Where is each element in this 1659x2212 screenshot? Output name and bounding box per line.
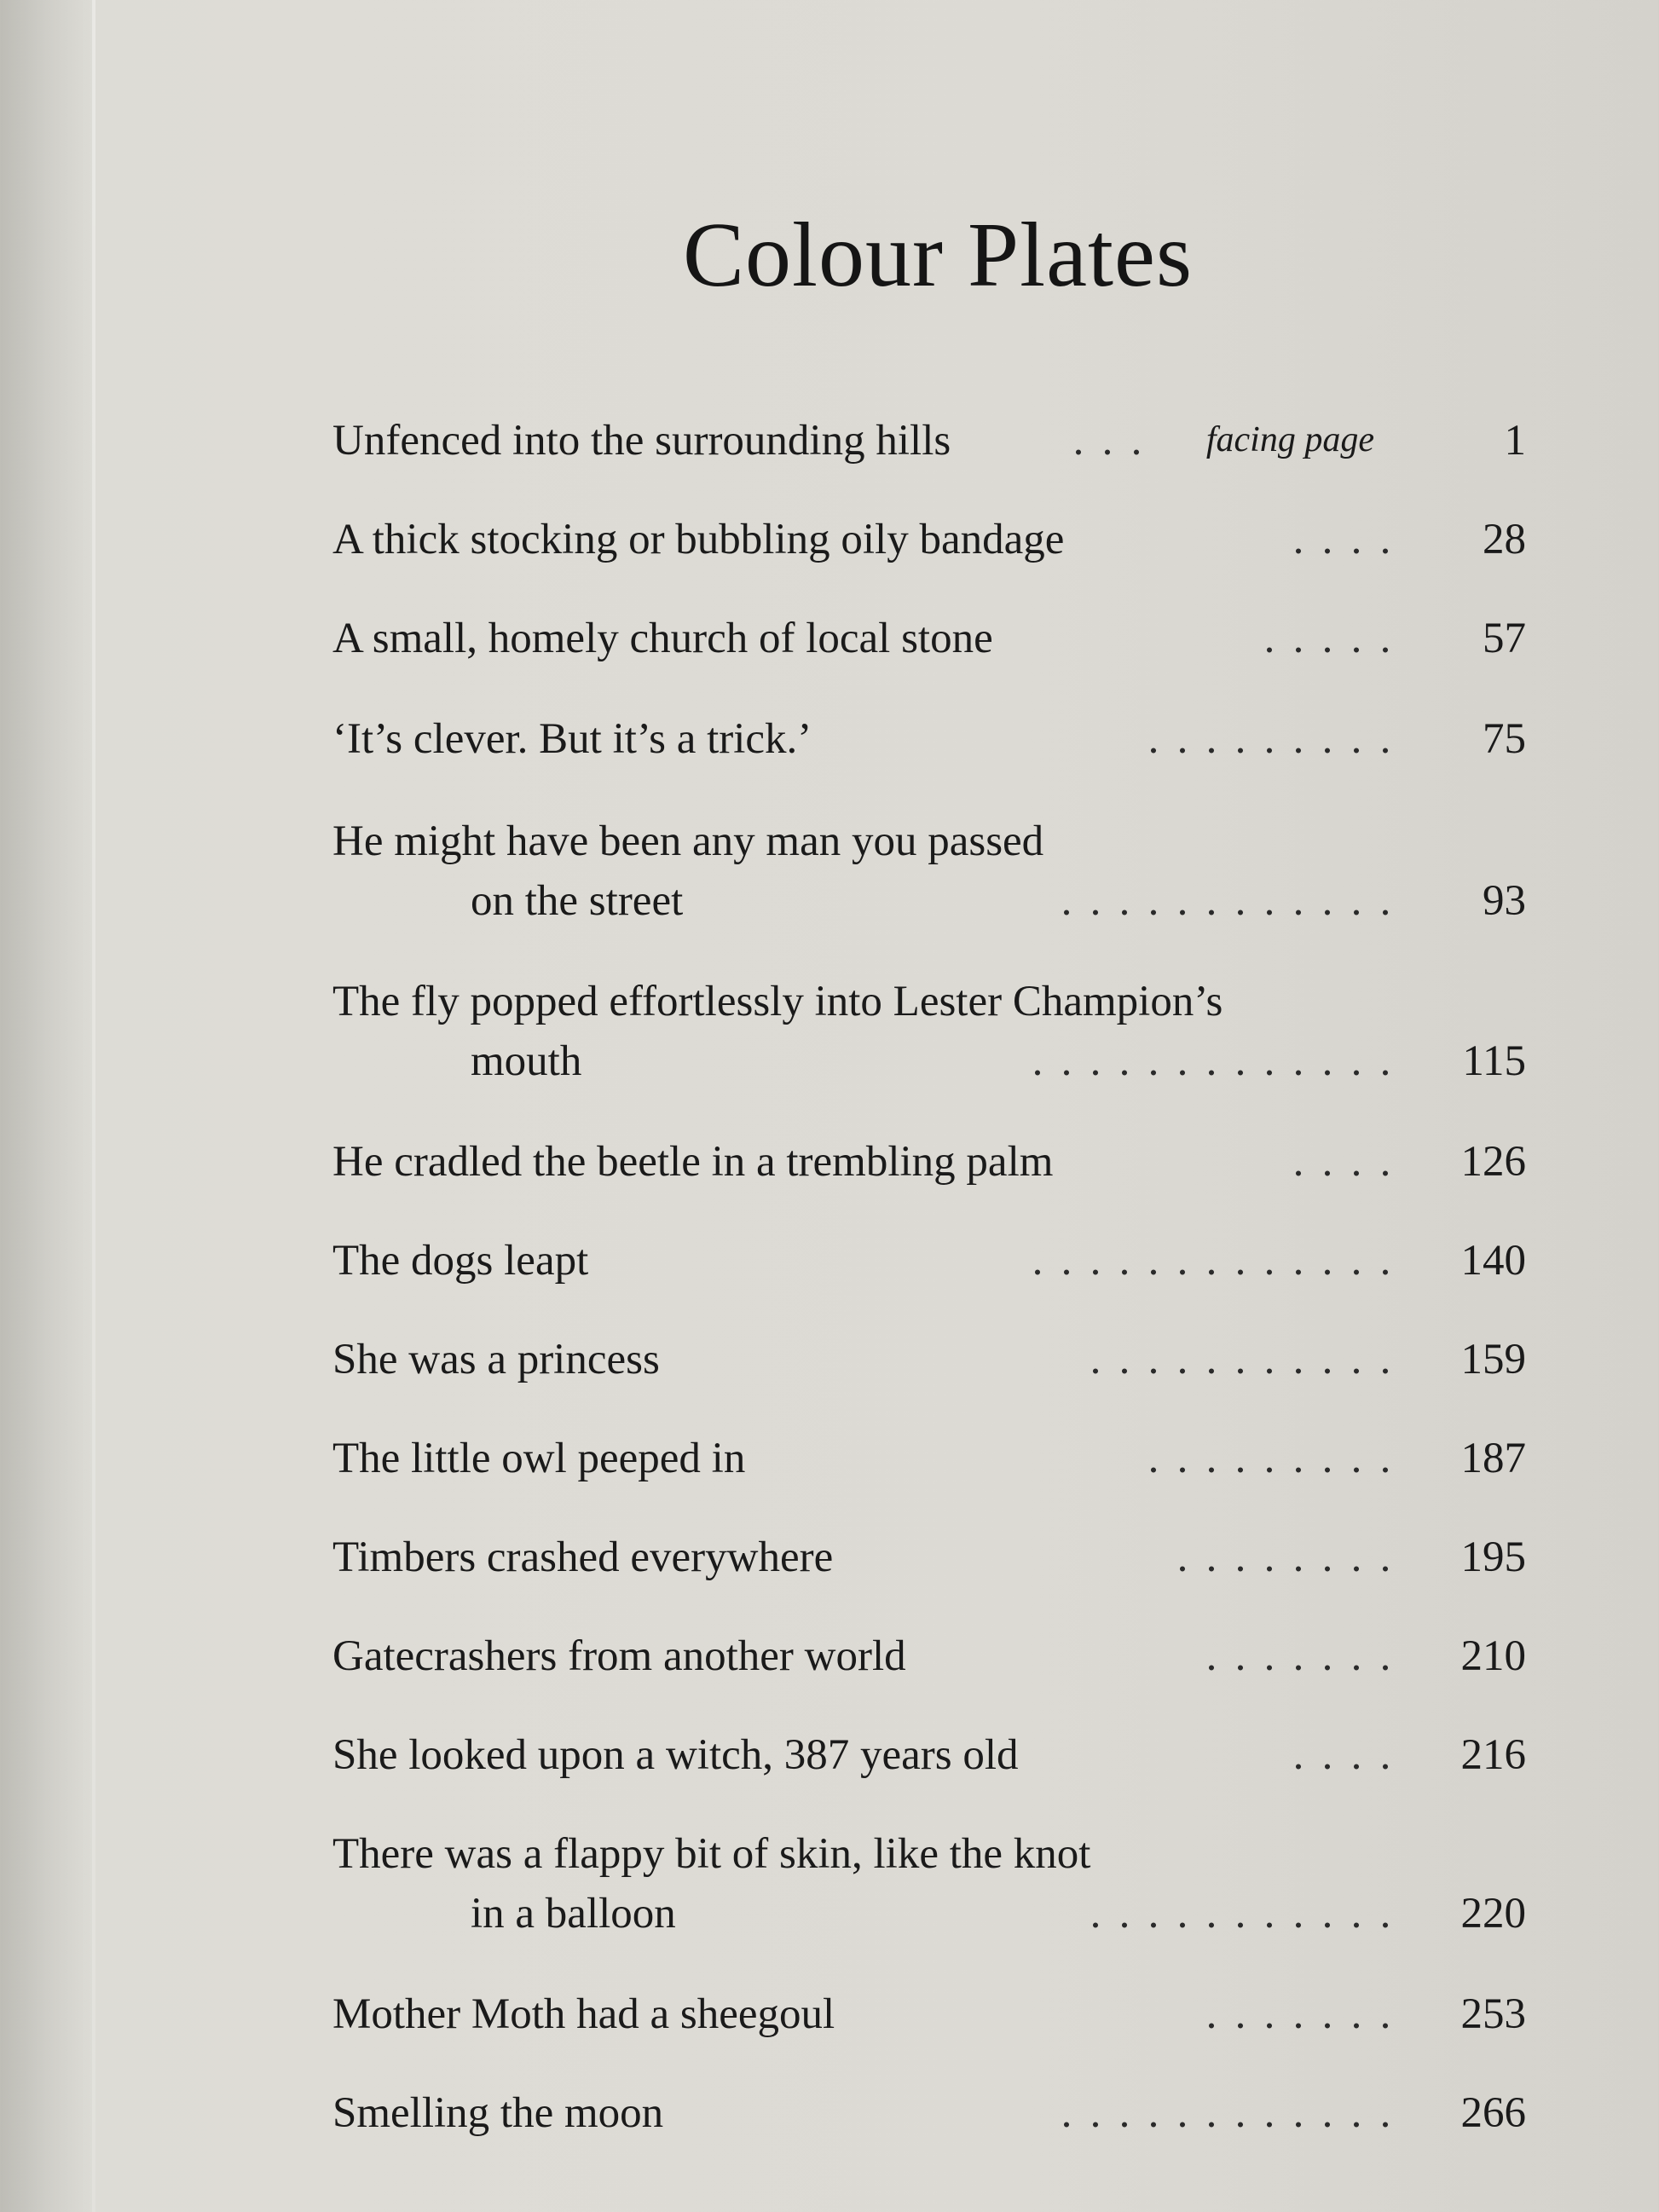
leader-dots: . . . . — [1292, 516, 1391, 563]
list-item — [332, 977, 1526, 1096]
list-item — [332, 1990, 1526, 2049]
list-item — [332, 817, 1526, 936]
leader-dots: . . . . . . . . . . . . . — [1032, 1037, 1391, 1085]
page-number: 216 — [1460, 1731, 1526, 1779]
leader-dots: . . . . — [1292, 1731, 1391, 1779]
leader-dots: . . . . . . . — [1205, 1632, 1391, 1680]
page-number: 187 — [1460, 1435, 1526, 1482]
list-item — [332, 1533, 1526, 1592]
plate-caption: Smelling the moon — [332, 2089, 664, 2137]
page-title: Colour Plates — [683, 205, 1193, 306]
facing-page-label: facing page — [1205, 420, 1374, 459]
list-item — [332, 714, 1526, 774]
plate-caption: There was a flappy bit of skin, like the knot — [332, 1830, 1091, 1878]
list-item — [332, 515, 1526, 575]
leader-dots: . . . . — [1292, 1138, 1391, 1186]
leader-dots: . . . . . . . . . . . — [1090, 1336, 1391, 1383]
plate-caption: He might have been any man you passed — [332, 817, 1044, 865]
list-item — [332, 614, 1526, 673]
plate-caption: The fly popped effortlessly into Lester Champion’s — [332, 978, 1223, 1025]
plate-caption-continued: mouth — [471, 1037, 582, 1085]
plate-caption: The dogs leapt — [332, 1237, 589, 1285]
plate-caption-continued: on the street — [471, 877, 684, 925]
page-number: 28 — [1483, 516, 1526, 563]
page-number: 126 — [1460, 1138, 1526, 1186]
plate-caption: Gatecrashers from another world — [332, 1632, 906, 1680]
page-number: 210 — [1460, 1632, 1526, 1680]
page-number: 1 — [1504, 417, 1526, 465]
plate-caption: She was a princess — [332, 1336, 660, 1383]
list-item — [332, 2088, 1526, 2148]
leader-dots: . . . . . . . . . . . — [1090, 1890, 1391, 1938]
page-number: 57 — [1483, 615, 1526, 662]
leader-dots: . . . . . . . . . — [1147, 715, 1391, 763]
leader-dots: . . . . . . . . . . . . — [1061, 2089, 1391, 2137]
page-number: 115 — [1462, 1037, 1526, 1085]
plate-caption-continued: in a balloon — [471, 1890, 676, 1938]
list-item — [332, 416, 1526, 476]
leader-dots: . . . . . . . . — [1176, 1533, 1391, 1581]
leader-dots: . . . . . . . — [1205, 1990, 1391, 2038]
page-number: 195 — [1460, 1533, 1526, 1581]
plate-caption: ‘It’s clever. But it’s a trick.’ — [332, 715, 812, 763]
plate-caption: Timbers crashed everywhere — [332, 1533, 834, 1581]
page-number: 140 — [1460, 1237, 1526, 1285]
page-number: 93 — [1483, 877, 1526, 925]
list-item — [332, 1434, 1526, 1493]
plate-caption: A thick stocking or bubbling oily bandage — [332, 516, 1065, 563]
leader-dots: . . . — [1072, 417, 1142, 465]
plate-caption: The little owl peeped in — [332, 1435, 746, 1482]
page-number: 75 — [1483, 715, 1526, 763]
list-item — [332, 1829, 1526, 1949]
leader-dots: . . . . . — [1263, 615, 1391, 662]
page-number: 220 — [1460, 1890, 1526, 1938]
leader-dots: . . . . . . . . . — [1147, 1435, 1391, 1482]
page-number: 253 — [1460, 1990, 1526, 2038]
list-item — [332, 1632, 1526, 1691]
plate-caption: A small, homely church of local stone — [332, 615, 993, 662]
leader-dots: . . . . . . . . . . . . — [1061, 877, 1391, 925]
list-item — [332, 1730, 1526, 1790]
plate-caption: She looked upon a witch, 387 years old — [332, 1731, 1019, 1779]
plate-caption: Mother Moth had a sheegoul — [332, 1990, 835, 2038]
page-number: 266 — [1460, 2089, 1526, 2137]
list-item — [332, 1137, 1526, 1197]
page-number: 159 — [1460, 1336, 1526, 1383]
leader-dots: . . . . . . . . . . . . . — [1032, 1237, 1391, 1285]
plate-caption: Unfenced into the surrounding hills — [332, 417, 951, 465]
list-item — [332, 1236, 1526, 1296]
list-item — [332, 1335, 1526, 1395]
plate-caption: He cradled the beetle in a trembling palm — [332, 1138, 1054, 1186]
